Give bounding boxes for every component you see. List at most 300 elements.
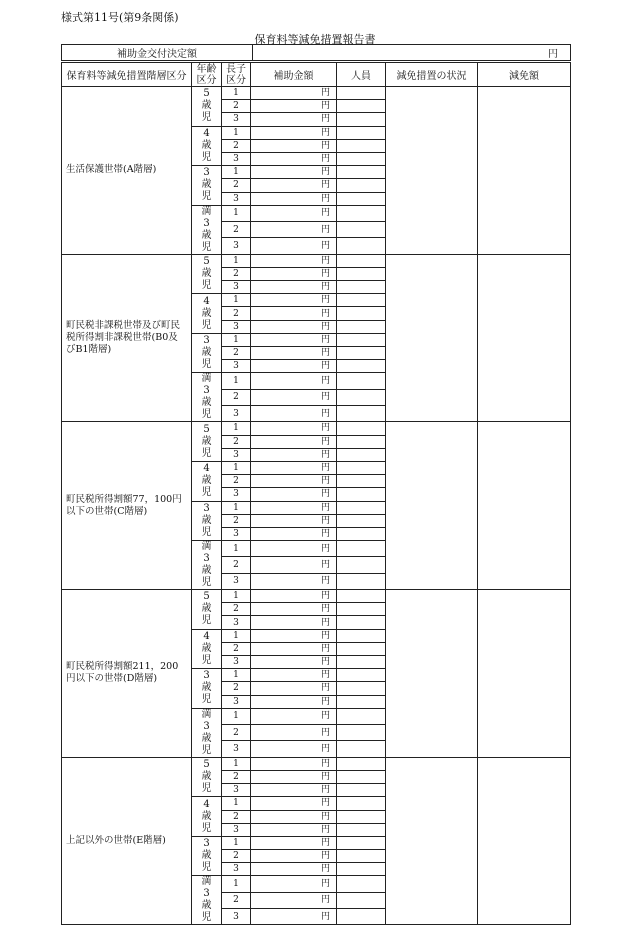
subsidy-amount-cell: 円: [251, 590, 337, 603]
subsidy-amount-cell: 円: [251, 254, 337, 267]
child-order-cell: 2: [222, 514, 251, 527]
child-order-cell: 1: [222, 876, 251, 892]
persons-cell: [337, 810, 386, 823]
subsidy-amount-cell: 円: [251, 616, 337, 629]
subsidy-amount-cell: 円: [251, 113, 337, 126]
header-persons: 人員: [337, 63, 386, 87]
child-order-cell: 2: [222, 222, 251, 238]
age-group-label: [192, 422, 222, 462]
reduction-cell: [478, 87, 571, 255]
age-char: 児: [201, 487, 212, 499]
age-char: 児: [201, 191, 212, 203]
age-char: 3: [203, 553, 210, 565]
category-label: 町民税所得割額77，100円以下の世帯(C階層): [62, 422, 192, 590]
header-age: 年齢 区分: [192, 63, 222, 87]
child-order-cell: 1: [222, 126, 251, 139]
subsidy-amount-cell: 円: [251, 373, 337, 389]
child-order-cell: 2: [222, 347, 251, 360]
category-label: 町民税所得割額211，200円以下の世帯(D階層): [62, 590, 192, 758]
age-char: 児: [201, 447, 212, 459]
subsidy-amount-cell: 円: [251, 406, 337, 422]
age-char: 児: [201, 359, 212, 371]
age-char: 歳: [201, 850, 212, 862]
child-order-cell: 2: [222, 307, 251, 320]
age-char: 歳: [201, 179, 212, 191]
age-char: 3: [203, 720, 210, 732]
age-char: 歳: [201, 900, 212, 912]
age-char: 歳: [201, 267, 212, 279]
child-order-cell: 2: [222, 642, 251, 655]
subsidy-amount-cell: 円: [251, 527, 337, 540]
child-order-cell: 1: [222, 708, 251, 724]
age-char: 満: [201, 205, 212, 217]
persons-cell: [337, 461, 386, 474]
subsidy-amount-cell: 円: [251, 695, 337, 708]
persons-cell: [337, 475, 386, 488]
status-cell: [386, 757, 478, 925]
persons-cell: [337, 222, 386, 238]
subsidy-amount-cell: 円: [251, 389, 337, 405]
child-order-cell: 3: [222, 656, 251, 669]
subsidy-amount-cell: 円: [251, 757, 337, 770]
age-char: 歳: [201, 603, 212, 615]
child-order-cell: 1: [222, 205, 251, 221]
subsidy-amount-cell: 円: [251, 87, 337, 100]
persons-cell: [337, 770, 386, 783]
persons-cell: [337, 541, 386, 557]
child-order-cell: 2: [222, 179, 251, 192]
persons-cell: [337, 320, 386, 333]
persons-cell: [337, 179, 386, 192]
age-char: 歳: [201, 397, 212, 409]
age-char: 歳: [201, 139, 212, 151]
child-order-cell: 1: [222, 757, 251, 770]
age-group-label: [192, 333, 222, 373]
subsidy-amount-cell: 円: [251, 863, 337, 876]
persons-cell: [337, 389, 386, 405]
age-group-label: [192, 205, 222, 254]
age-char: 5: [203, 423, 210, 435]
child-order-cell: 1: [222, 836, 251, 849]
child-order-cell: 2: [222, 100, 251, 113]
child-order-cell: 2: [222, 475, 251, 488]
age-char: 5: [203, 591, 210, 603]
subsidy-amount-cell: 円: [251, 642, 337, 655]
persons-cell: [337, 514, 386, 527]
child-order-cell: 3: [222, 573, 251, 589]
persons-cell: [337, 87, 386, 100]
age-char: 歳: [201, 347, 212, 359]
age-char: 4: [203, 630, 210, 642]
persons-cell: [337, 836, 386, 849]
age-group-label: [192, 87, 222, 127]
category-label: 町民税非課税世帯及び町民税所得割非課税世帯(B0及びB1階層): [62, 254, 192, 422]
subsidy-amount-cell: 円: [251, 656, 337, 669]
age-char: 3: [203, 217, 210, 229]
age-group-label: [192, 126, 222, 166]
age-char: 3: [203, 385, 210, 397]
subsidy-amount-cell: 円: [251, 514, 337, 527]
age-group-label: [192, 373, 222, 422]
table-row: [62, 254, 571, 267]
persons-cell: [337, 682, 386, 695]
child-order-cell: 2: [222, 725, 251, 741]
age-char: 児: [201, 279, 212, 291]
subsidy-amount-cell: 円: [251, 281, 337, 294]
child-order-cell: 3: [222, 406, 251, 422]
persons-cell: [337, 422, 386, 435]
persons-cell: [337, 205, 386, 221]
age-char: 4: [203, 798, 210, 810]
age-char: 歳: [201, 682, 212, 694]
reduction-cell: [478, 590, 571, 758]
subsidy-amount-cell: 円: [251, 725, 337, 741]
child-order-cell: 3: [222, 784, 251, 797]
age-char: 3: [203, 502, 210, 514]
persons-cell: [337, 166, 386, 179]
age-group-label: [192, 876, 222, 925]
subsidy-amount-cell: 円: [251, 909, 337, 925]
age-char: 歳: [201, 771, 212, 783]
age-group-label: [192, 797, 222, 837]
persons-cell: [337, 695, 386, 708]
header-reduction: 減免額: [478, 63, 571, 87]
report-table: [61, 62, 571, 925]
age-char: 児: [201, 151, 212, 163]
persons-cell: [337, 784, 386, 797]
subsidy-amount-cell: 円: [251, 541, 337, 557]
persons-cell: [337, 850, 386, 863]
status-cell: [386, 422, 478, 590]
subsidy-amount-cell: 円: [251, 810, 337, 823]
age-char: 歳: [201, 565, 212, 577]
subsidy-amount-cell: 円: [251, 501, 337, 514]
age-group-label: [192, 836, 222, 876]
age-char: 満: [201, 876, 212, 888]
subsidy-amount-cell: 円: [251, 823, 337, 836]
age-group-label: [192, 166, 222, 206]
header-child: 長子 区分: [222, 63, 251, 87]
persons-cell: [337, 603, 386, 616]
subsidy-amount-cell: 円: [251, 126, 337, 139]
child-order-cell: 1: [222, 87, 251, 100]
age-char: 歳: [201, 810, 212, 822]
persons-cell: [337, 126, 386, 139]
child-order-cell: 1: [222, 541, 251, 557]
child-order-cell: 1: [222, 254, 251, 267]
subsidy-amount-cell: 円: [251, 238, 337, 254]
age-char: 満: [201, 373, 212, 385]
persons-cell: [337, 501, 386, 514]
summary-row: [62, 45, 571, 61]
persons-cell: [337, 254, 386, 267]
subsidy-amount-cell: 円: [251, 179, 337, 192]
persons-cell: [337, 333, 386, 346]
child-order-cell: 3: [222, 527, 251, 540]
persons-cell: [337, 876, 386, 892]
age-group-label: [192, 590, 222, 630]
header-status: 減免措置の状況: [386, 63, 478, 87]
child-order-cell: 2: [222, 810, 251, 823]
child-order-cell: 3: [222, 448, 251, 461]
status-cell: [386, 87, 478, 255]
age-char: 5: [203, 759, 210, 771]
age-group-label: [192, 501, 222, 541]
subsidy-amount-cell: 円: [251, 892, 337, 908]
child-order-cell: 1: [222, 669, 251, 682]
subsidy-amount-cell: 円: [251, 741, 337, 757]
age-char: 歳: [201, 307, 212, 319]
subsidy-amount-cell: 円: [251, 770, 337, 783]
persons-cell: [337, 307, 386, 320]
persons-cell: [337, 557, 386, 573]
child-order-cell: 3: [222, 488, 251, 501]
age-char: 児: [201, 615, 212, 627]
header-subsidy: 補助金額: [251, 63, 337, 87]
reduction-cell: [478, 422, 571, 590]
age-char: 児: [201, 319, 212, 331]
subsidy-amount-cell: 円: [251, 784, 337, 797]
child-order-cell: 3: [222, 320, 251, 333]
child-order-cell: 1: [222, 333, 251, 346]
age-char: 児: [201, 822, 212, 834]
child-order-cell: 3: [222, 192, 251, 205]
child-order-cell: 3: [222, 823, 251, 836]
persons-cell: [337, 267, 386, 280]
subsidy-amount-cell: 円: [251, 836, 337, 849]
report-table-body: [62, 63, 571, 925]
persons-cell: [337, 527, 386, 540]
persons-cell: [337, 708, 386, 724]
age-group-label: [192, 669, 222, 709]
header-category: 保育料等減免措置階層区分: [62, 63, 192, 87]
header-row: [62, 63, 571, 87]
child-order-cell: 1: [222, 590, 251, 603]
age-char: 歳: [201, 732, 212, 744]
persons-cell: [337, 573, 386, 589]
persons-cell: [337, 590, 386, 603]
age-char: 3: [203, 670, 210, 682]
status-cell: [386, 254, 478, 422]
age-char: 児: [201, 694, 212, 706]
age-char: 児: [201, 783, 212, 795]
child-order-cell: 2: [222, 557, 251, 573]
subsidy-amount-cell: 円: [251, 222, 337, 238]
form-number-label: 様式第11号(第9条関係): [61, 11, 179, 24]
age-char: 歳: [201, 435, 212, 447]
persons-cell: [337, 656, 386, 669]
persons-cell: [337, 892, 386, 908]
child-order-cell: 1: [222, 373, 251, 389]
age-char: 歳: [201, 475, 212, 487]
age-char: 満: [201, 541, 212, 553]
subsidy-amount-cell: 円: [251, 603, 337, 616]
child-order-cell: 2: [222, 435, 251, 448]
child-order-cell: 2: [222, 603, 251, 616]
child-order-cell: 1: [222, 166, 251, 179]
persons-cell: [337, 629, 386, 642]
child-order-cell: 3: [222, 152, 251, 165]
subsidy-amount-cell: 円: [251, 629, 337, 642]
persons-cell: [337, 797, 386, 810]
subsidy-amount-cell: 円: [251, 267, 337, 280]
age-group-label: [192, 629, 222, 669]
reduction-cell: [478, 757, 571, 925]
table-row: [62, 590, 571, 603]
child-order-cell: 2: [222, 682, 251, 695]
subsidy-amount-cell: 円: [251, 307, 337, 320]
age-group-label: [192, 461, 222, 501]
status-cell: [386, 590, 478, 758]
persons-cell: [337, 488, 386, 501]
age-group-label: [192, 294, 222, 334]
summary-label: 補助金交付決定額: [62, 45, 253, 61]
persons-cell: [337, 294, 386, 307]
age-char: 4: [203, 127, 210, 139]
age-group-label: [192, 541, 222, 590]
subsidy-amount-cell: 円: [251, 557, 337, 573]
persons-cell: [337, 669, 386, 682]
subsidy-amount-cell: 円: [251, 152, 337, 165]
persons-cell: [337, 113, 386, 126]
table-row: [62, 422, 571, 435]
age-char: 歳: [201, 229, 212, 241]
persons-cell: [337, 281, 386, 294]
child-order-cell: 2: [222, 267, 251, 280]
persons-cell: [337, 406, 386, 422]
child-order-cell: 2: [222, 139, 251, 152]
child-order-cell: 3: [222, 741, 251, 757]
persons-cell: [337, 100, 386, 113]
age-group-label: [192, 254, 222, 294]
age-char: 児: [201, 526, 212, 538]
persons-cell: [337, 725, 386, 741]
subsidy-amount-cell: 円: [251, 448, 337, 461]
persons-cell: [337, 616, 386, 629]
subsidy-amount-cell: 円: [251, 435, 337, 448]
subsidy-amount-cell: 円: [251, 475, 337, 488]
age-char: 3: [203, 335, 210, 347]
age-char: 児: [201, 409, 212, 421]
age-char: 5: [203, 88, 210, 100]
subsidy-amount-cell: 円: [251, 205, 337, 221]
persons-cell: [337, 373, 386, 389]
persons-cell: [337, 192, 386, 205]
age-char: 3: [203, 888, 210, 900]
persons-cell: [337, 347, 386, 360]
age-char: 満: [201, 708, 212, 720]
age-char: 歳: [201, 642, 212, 654]
subsidy-amount-cell: 円: [251, 876, 337, 892]
child-order-cell: 1: [222, 461, 251, 474]
persons-cell: [337, 238, 386, 254]
subsidy-amount-cell: 円: [251, 573, 337, 589]
subsidy-amount-cell: 円: [251, 100, 337, 113]
category-label: 上記以外の世帯(E階層): [62, 757, 192, 925]
subsidy-amount-cell: 円: [251, 192, 337, 205]
persons-cell: [337, 642, 386, 655]
age-char: 児: [201, 112, 212, 124]
subsidy-amount-cell: 円: [251, 422, 337, 435]
age-char: 4: [203, 463, 210, 475]
persons-cell: [337, 909, 386, 925]
persons-cell: [337, 448, 386, 461]
subsidy-amount-cell: 円: [251, 488, 337, 501]
child-order-cell: 3: [222, 909, 251, 925]
subsidy-amount-cell: 円: [251, 139, 337, 152]
age-char: 児: [201, 654, 212, 666]
age-group-label: [192, 708, 222, 757]
subsidy-amount-cell: 円: [251, 461, 337, 474]
child-order-cell: 1: [222, 629, 251, 642]
subsidy-amount-cell: 円: [251, 850, 337, 863]
age-char: 3: [203, 838, 210, 850]
child-order-cell: 3: [222, 360, 251, 373]
child-order-cell: 3: [222, 695, 251, 708]
child-order-cell: 2: [222, 770, 251, 783]
age-char: 児: [201, 577, 212, 589]
child-order-cell: 1: [222, 501, 251, 514]
subsidy-amount-cell: 円: [251, 708, 337, 724]
subsidy-amount-cell: 円: [251, 320, 337, 333]
child-order-cell: 2: [222, 850, 251, 863]
age-char: 4: [203, 295, 210, 307]
age-char: 歳: [201, 514, 212, 526]
age-char: 児: [201, 862, 212, 874]
child-order-cell: 3: [222, 238, 251, 254]
child-order-cell: 1: [222, 422, 251, 435]
child-order-cell: 3: [222, 113, 251, 126]
subsidy-amount-cell: 円: [251, 166, 337, 179]
reduction-cell: [478, 254, 571, 422]
subsidy-amount-cell: 円: [251, 360, 337, 373]
persons-cell: [337, 823, 386, 836]
table-row: [62, 757, 571, 770]
subsidy-amount-cell: 円: [251, 797, 337, 810]
age-char: 3: [203, 167, 210, 179]
subsidy-amount-cell: 円: [251, 682, 337, 695]
age-char: 歳: [201, 100, 212, 112]
persons-cell: [337, 757, 386, 770]
child-order-cell: 2: [222, 389, 251, 405]
age-char: 5: [203, 255, 210, 267]
subsidy-amount-cell: 円: [251, 294, 337, 307]
persons-cell: [337, 360, 386, 373]
table-row: [62, 87, 571, 100]
category-label: 生活保護世帯(A階層): [62, 87, 192, 255]
age-char: 児: [201, 241, 212, 253]
age-char: 児: [201, 744, 212, 756]
age-char: 児: [201, 912, 212, 924]
summary-amount-unit: 円: [253, 45, 571, 61]
age-group-label: [192, 757, 222, 797]
child-order-cell: 2: [222, 892, 251, 908]
persons-cell: [337, 435, 386, 448]
child-order-cell: 3: [222, 281, 251, 294]
child-order-cell: 1: [222, 294, 251, 307]
persons-cell: [337, 152, 386, 165]
child-order-cell: 1: [222, 797, 251, 810]
child-order-cell: 3: [222, 616, 251, 629]
subsidy-amount-cell: 円: [251, 347, 337, 360]
subsidy-amount-cell: 円: [251, 333, 337, 346]
child-order-cell: 3: [222, 863, 251, 876]
persons-cell: [337, 139, 386, 152]
summary-table: [61, 44, 571, 61]
persons-cell: [337, 863, 386, 876]
subsidy-amount-cell: 円: [251, 669, 337, 682]
persons-cell: [337, 741, 386, 757]
